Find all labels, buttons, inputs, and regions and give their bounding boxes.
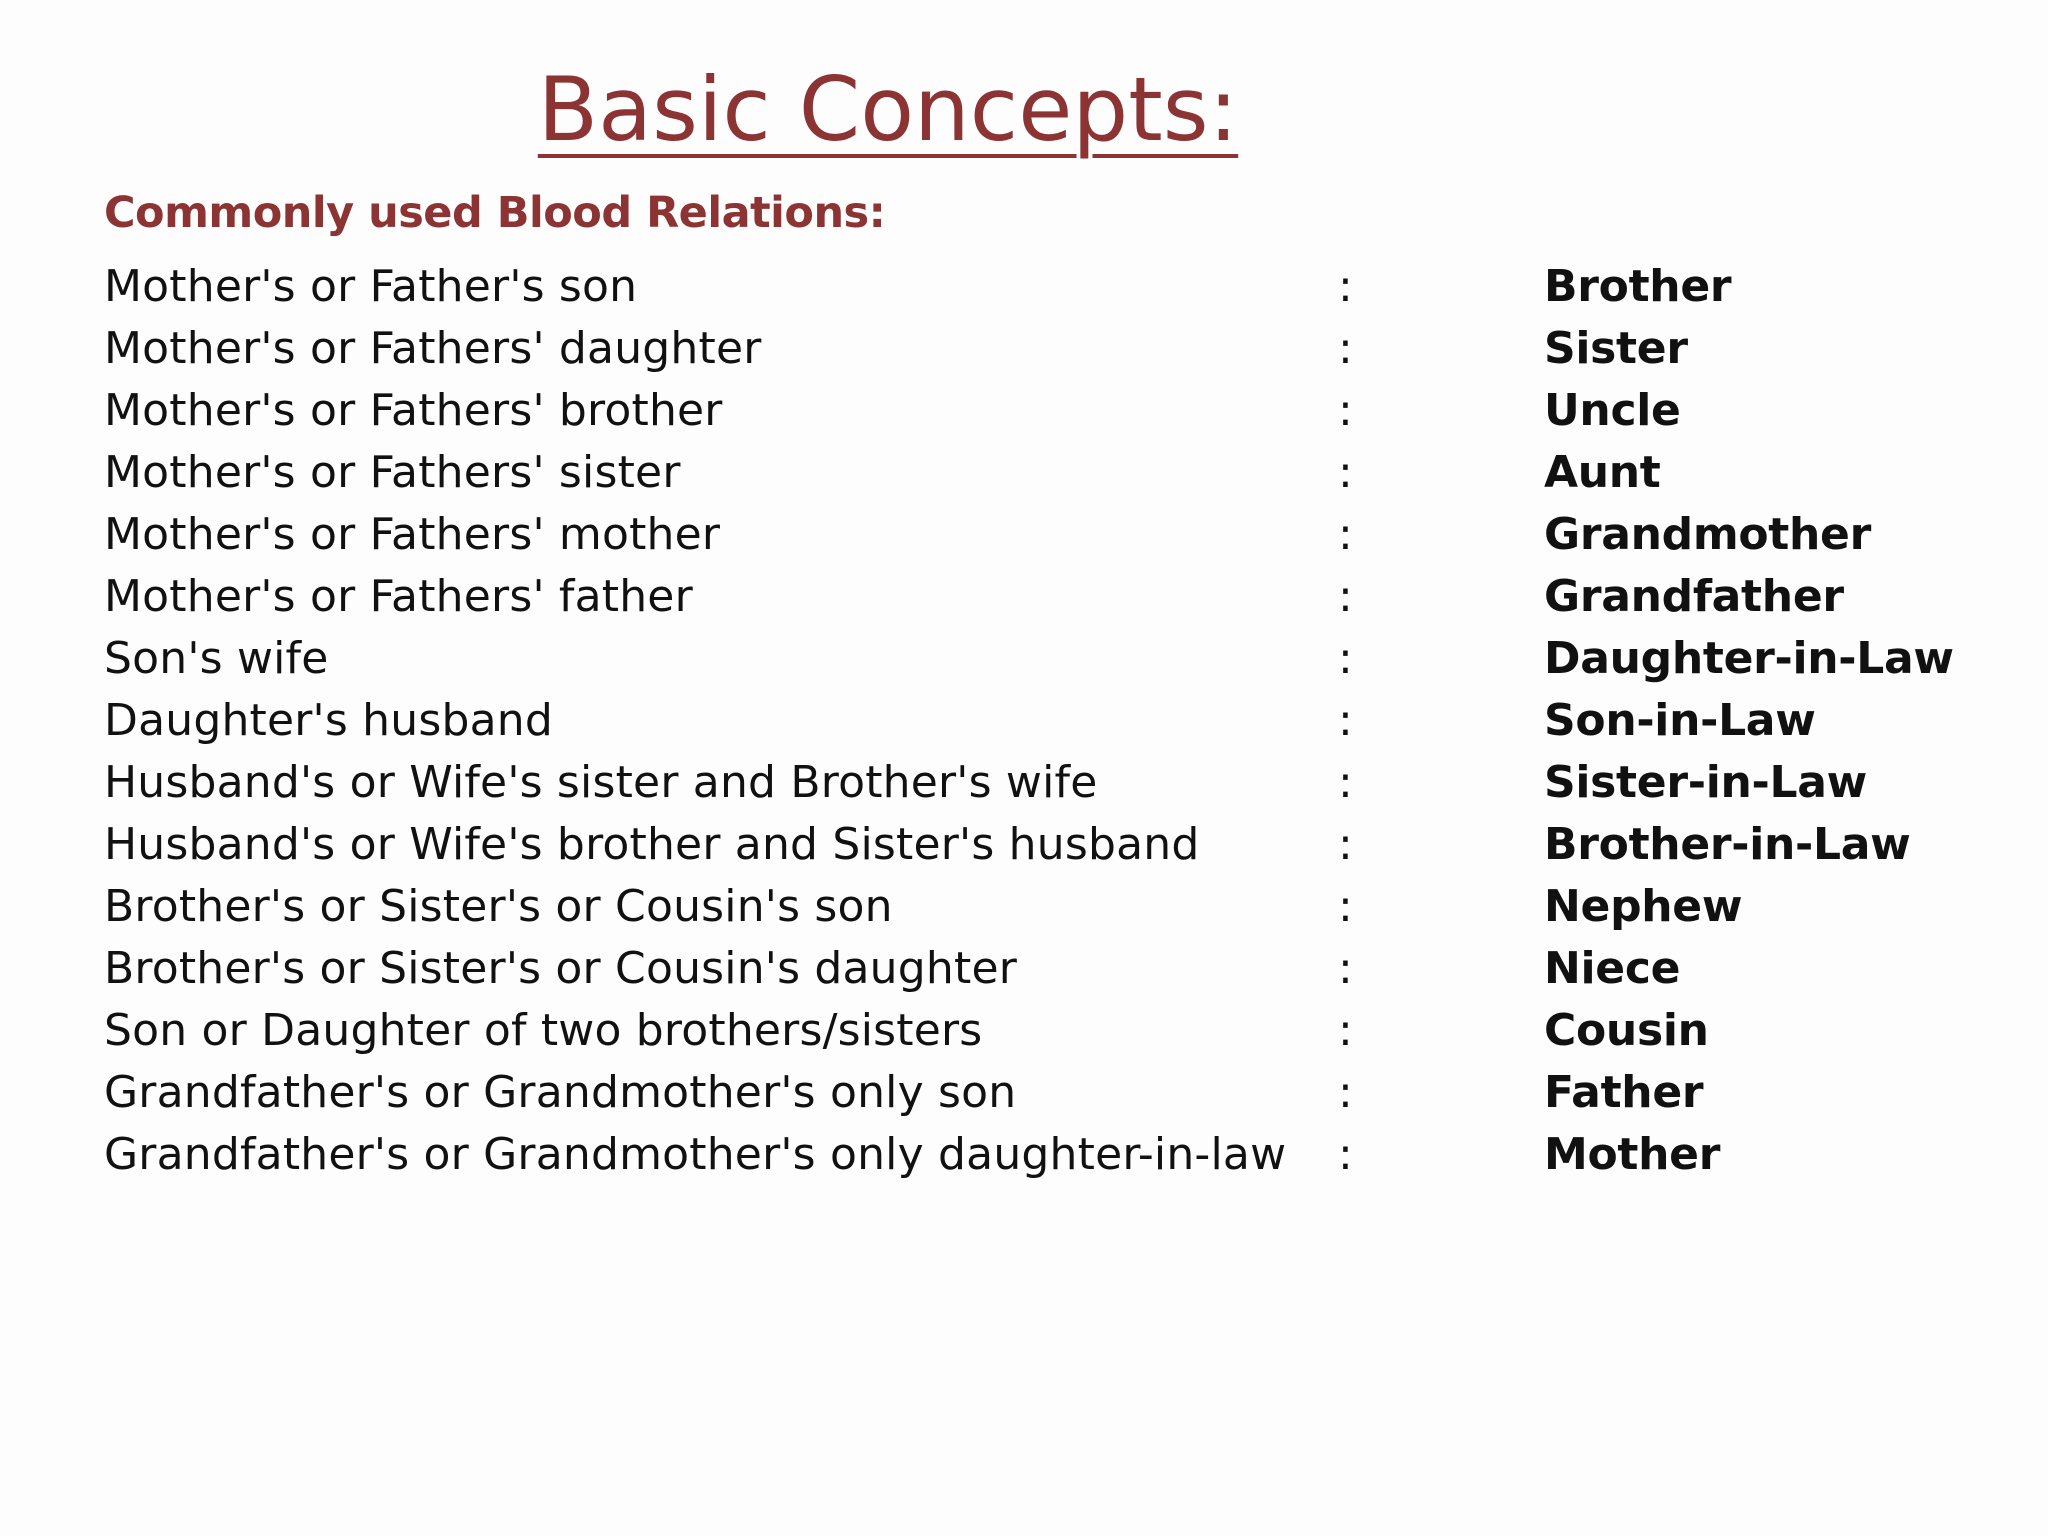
relation-term: Nephew bbox=[1544, 881, 1743, 932]
relation-row bbox=[104, 814, 1984, 876]
slide-title: Basic Concepts: bbox=[537, 58, 1239, 161]
relation-term: Grandmother bbox=[1544, 509, 1872, 560]
relation-description: Mother's or Fathers' sister bbox=[104, 447, 681, 498]
relation-term: Aunt bbox=[1544, 447, 1661, 498]
relation-row bbox=[104, 566, 1984, 628]
relation-description: Grandfather's or Grandmother's only daughter-in-law bbox=[104, 1129, 1287, 1180]
relation-separator: : bbox=[1338, 633, 1353, 684]
relation-separator: : bbox=[1338, 757, 1353, 808]
relation-term: Mother bbox=[1544, 1129, 1721, 1180]
relation-separator: : bbox=[1338, 881, 1353, 932]
relation-row bbox=[104, 380, 1984, 442]
relation-description: Husband's or Wife's brother and Sister's husband bbox=[104, 819, 1200, 870]
relation-description: Brother's or Sister's or Cousin's son bbox=[104, 881, 893, 932]
relation-row bbox=[104, 256, 1984, 318]
relation-description: Son's wife bbox=[104, 633, 329, 684]
relation-description: Brother's or Sister's or Cousin's daughter bbox=[104, 943, 1017, 994]
relation-term: Brother bbox=[1544, 261, 1732, 312]
relation-separator: : bbox=[1338, 943, 1353, 994]
relation-separator: : bbox=[1338, 695, 1353, 746]
relation-term: Son-in-Law bbox=[1544, 695, 1816, 746]
relation-separator: : bbox=[1338, 261, 1353, 312]
relation-row bbox=[104, 690, 1984, 752]
relation-description: Husband's or Wife's sister and Brother's wife bbox=[104, 757, 1098, 808]
relation-term: Father bbox=[1544, 1067, 1704, 1118]
relation-term: Uncle bbox=[1544, 385, 1681, 436]
relation-description: Son or Daughter of two brothers/sisters bbox=[104, 1005, 983, 1056]
relation-separator: : bbox=[1338, 323, 1353, 374]
relation-term: Niece bbox=[1544, 943, 1681, 994]
relation-description: Mother's or Fathers' father bbox=[104, 571, 693, 622]
relation-row bbox=[104, 504, 1984, 566]
relation-description: Mother's or Father's son bbox=[104, 261, 638, 312]
relation-description: Daughter's husband bbox=[104, 695, 553, 746]
relation-row bbox=[104, 938, 1984, 1000]
relation-row bbox=[104, 628, 1984, 690]
relation-description: Grandfather's or Grandmother's only son bbox=[104, 1067, 1017, 1118]
relation-term: Brother-in-Law bbox=[1544, 819, 1911, 870]
section-subtitle: Commonly used Blood Relations: bbox=[104, 188, 886, 238]
relation-term: Daughter-in-Law bbox=[1544, 633, 1954, 684]
relation-term: Grandfather bbox=[1544, 571, 1844, 622]
relation-term: Sister bbox=[1544, 323, 1688, 374]
relation-separator: : bbox=[1338, 509, 1353, 560]
relation-row bbox=[104, 1062, 1984, 1124]
relation-row bbox=[104, 442, 1984, 504]
relation-term: Sister-in-Law bbox=[1544, 757, 1867, 808]
relation-row bbox=[104, 876, 1984, 938]
relation-row bbox=[104, 1124, 1984, 1186]
relation-separator: : bbox=[1338, 1129, 1353, 1180]
relation-row bbox=[104, 318, 1984, 380]
relation-description: Mother's or Fathers' daughter bbox=[104, 323, 762, 374]
relation-row bbox=[104, 752, 1984, 814]
relation-separator: : bbox=[1338, 819, 1353, 870]
relation-term: Cousin bbox=[1544, 1005, 1709, 1056]
relations-list bbox=[104, 256, 1984, 1186]
relation-separator: : bbox=[1338, 1067, 1353, 1118]
relation-separator: : bbox=[1338, 571, 1353, 622]
relation-separator: : bbox=[1338, 447, 1353, 498]
relation-description: Mother's or Fathers' mother bbox=[104, 509, 721, 560]
relation-description: Mother's or Fathers' brother bbox=[104, 385, 723, 436]
relation-separator: : bbox=[1338, 385, 1353, 436]
relation-row bbox=[104, 1000, 1984, 1062]
relation-separator: : bbox=[1338, 1005, 1353, 1056]
